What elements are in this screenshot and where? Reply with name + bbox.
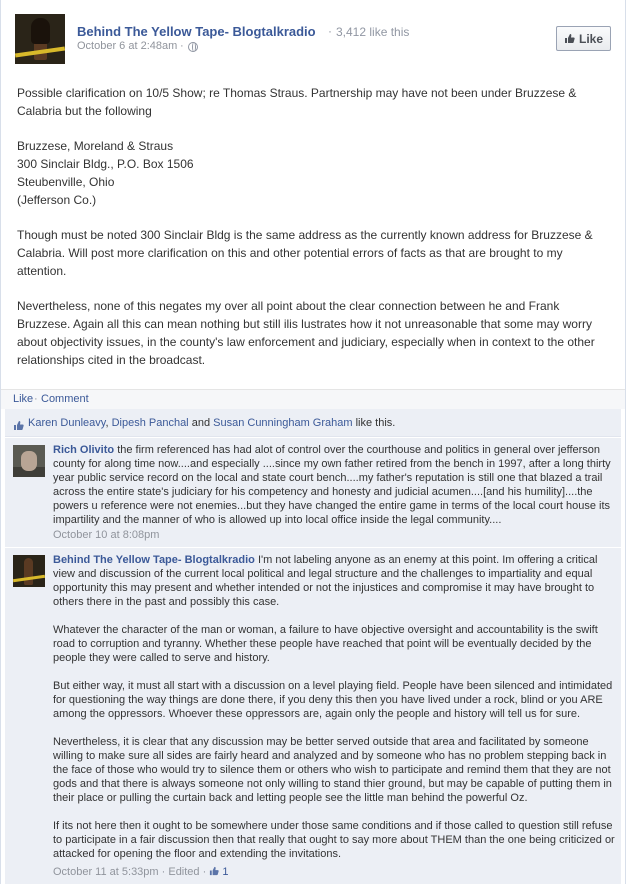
comment-author-link[interactable]: Behind The Yellow Tape- Blogtalkradio	[53, 554, 255, 566]
commenter-avatar[interactable]	[13, 445, 45, 477]
comment-timestamp[interactable]: October 10 at 8:08pm	[53, 529, 160, 541]
comment-body: the firm referenced has had alot of control over the courthouse and politics in general over jefferson county for along time now....and especially ....since my own father retired from the bench in 1997, after a long thirty year public service record on the local and state court bench....my father's reputation is still one that blazed a trail across the entire state's judiciary for his competency and honesty and judicial acumen....[and his humility]....the powers u reference were not enemies...but they have changed the entire game in terms of the local court house its impartility and the manner of who is allowed up into local office inside the legal community....	[53, 444, 611, 526]
comment-timestamp[interactable]: October 11 at 5:33pm · Edited ·	[53, 866, 207, 878]
post-body	[17, 84, 615, 369]
like-count-value: 1	[222, 866, 229, 878]
public-globe-icon[interactable]	[188, 42, 198, 52]
likers-summary	[5, 409, 621, 437]
liker-link[interactable]: Susan Cunningham Graham	[213, 417, 353, 429]
comment-paragraph: If its not here then it ought to be somewhere under those same conditions and if those called to question still refuse to participate in a fair discussion then that really that ought to say more about THEM than the one being criticized or attacked for opening the floor and extending the invitations.	[53, 820, 615, 860]
timestamp-separator: ·	[180, 40, 184, 52]
address-line: Bruzzese, Moreland & Straus	[17, 139, 174, 153]
likers-and: and	[191, 417, 211, 429]
avatar-figure	[24, 558, 33, 585]
comment-item	[5, 437, 621, 547]
like-page-button[interactable]	[556, 26, 611, 51]
likes-thumb-icon	[13, 418, 24, 436]
comment-text	[53, 553, 615, 861]
page-avatar[interactable]	[15, 14, 65, 64]
comment-link[interactable]: Comment	[41, 393, 89, 405]
comment-meta	[53, 866, 229, 878]
thumbs-up-icon	[564, 33, 575, 44]
comment-paragraph: Whatever the character of the man or woman, a failure to have objective oversight and accountability is the swift road to corruption and tyranny. Whether these people have reached that point will be eventually decided by the people they were called to serve and history.	[53, 624, 598, 664]
post-action-bar	[1, 389, 625, 409]
liker-link[interactable]: Dipesh Panchal	[111, 417, 189, 429]
comment-paragraph: Nevertheless, it is clear that any discussion may be better served outside that area and facilitated by someone willing to make sure all sides are fairly heard and analyzed and by someone who has no problem stepping back in the face of those who would try to silence them or others who wish to participate and remind them that they are not gods and that there is always someone not only willing to stand thier ground, but may be capable of putting them in their place or pulling the curtain back and letting people see the little man behind the powerful Oz.	[53, 736, 612, 804]
likers-line	[28, 417, 395, 429]
post-paragraph: Though must be noted 300 Sinclair Bldg is the same address as the currently known address for Bruzzese & Calabria. Will post more clarification on this and other potential errors of facts as that are brought to my attention.	[17, 228, 593, 278]
comment-item	[5, 547, 621, 884]
likers-comma: ,	[105, 417, 109, 429]
avatar-face	[21, 451, 37, 471]
page-name-link[interactable]: Behind The Yellow Tape- Blogtalkradio	[77, 24, 316, 39]
post-paragraph: Possible clarification on 10/5 Show; re Thomas Straus. Partnership may have not been under Bruzzese & Calabria but the following	[17, 86, 577, 118]
post-paragraph: Nevertheless, none of this negates my over all point about the clear connection between he and Frank Bruzzese. Again all this can mean nothing but still ilis lustrates how it not unreasonable that some may worry about objectivity issues, in the county's law enforcement and judiciary, especially when in context to the other relationships cited in the broadcast.	[17, 299, 595, 367]
address-line: Steubenville, Ohio	[17, 175, 115, 189]
separator-dot: ·	[328, 24, 332, 38]
action-separator: ·	[34, 393, 38, 405]
post-header	[1, 0, 625, 72]
comment-like-count[interactable]	[209, 866, 228, 878]
comment-body: I'm not labeling anyone as an enemy at this point. Im offering a critical view and discussion of the current local political and legal structure and the challenges to impartiality and equal opportunity this may present and whether intended or not the injustices and compromise it may have brought to others there in the past and possibly this case.	[53, 554, 598, 608]
like-link[interactable]: Like	[13, 393, 34, 405]
like-page-label: Like	[578, 31, 603, 46]
likers-suffix: like this.	[355, 417, 396, 429]
address-line: (Jefferson Co.)	[17, 193, 97, 207]
comments-section	[5, 409, 621, 884]
comment-paragraph	[53, 553, 615, 609]
comment-paragraph: But either way, it must all start with a discussion on a level playing field. People have been silenced and intimidated for questioning the way things are done there, if you deny this then you have lived under a rock, blind or you ARE among the oppressors. Whoever these oppressors are, again only the people and history will tell us for sure.	[53, 680, 613, 720]
avatar-hair	[31, 18, 50, 44]
page-likes-count: 3,412 like this	[336, 25, 410, 39]
commenter-avatar[interactable]	[13, 555, 45, 587]
liker-link[interactable]: Karen Dunleavy	[28, 417, 106, 429]
post-timestamp[interactable]: October 6 at 2:48am	[77, 40, 178, 52]
comment-author-link[interactable]: Rich Olivito	[53, 444, 115, 456]
address-line: 300 Sinclair Bldg., P.O. Box 1506	[17, 157, 194, 171]
thumbs-up-icon	[209, 866, 219, 876]
comment-text	[53, 443, 615, 527]
